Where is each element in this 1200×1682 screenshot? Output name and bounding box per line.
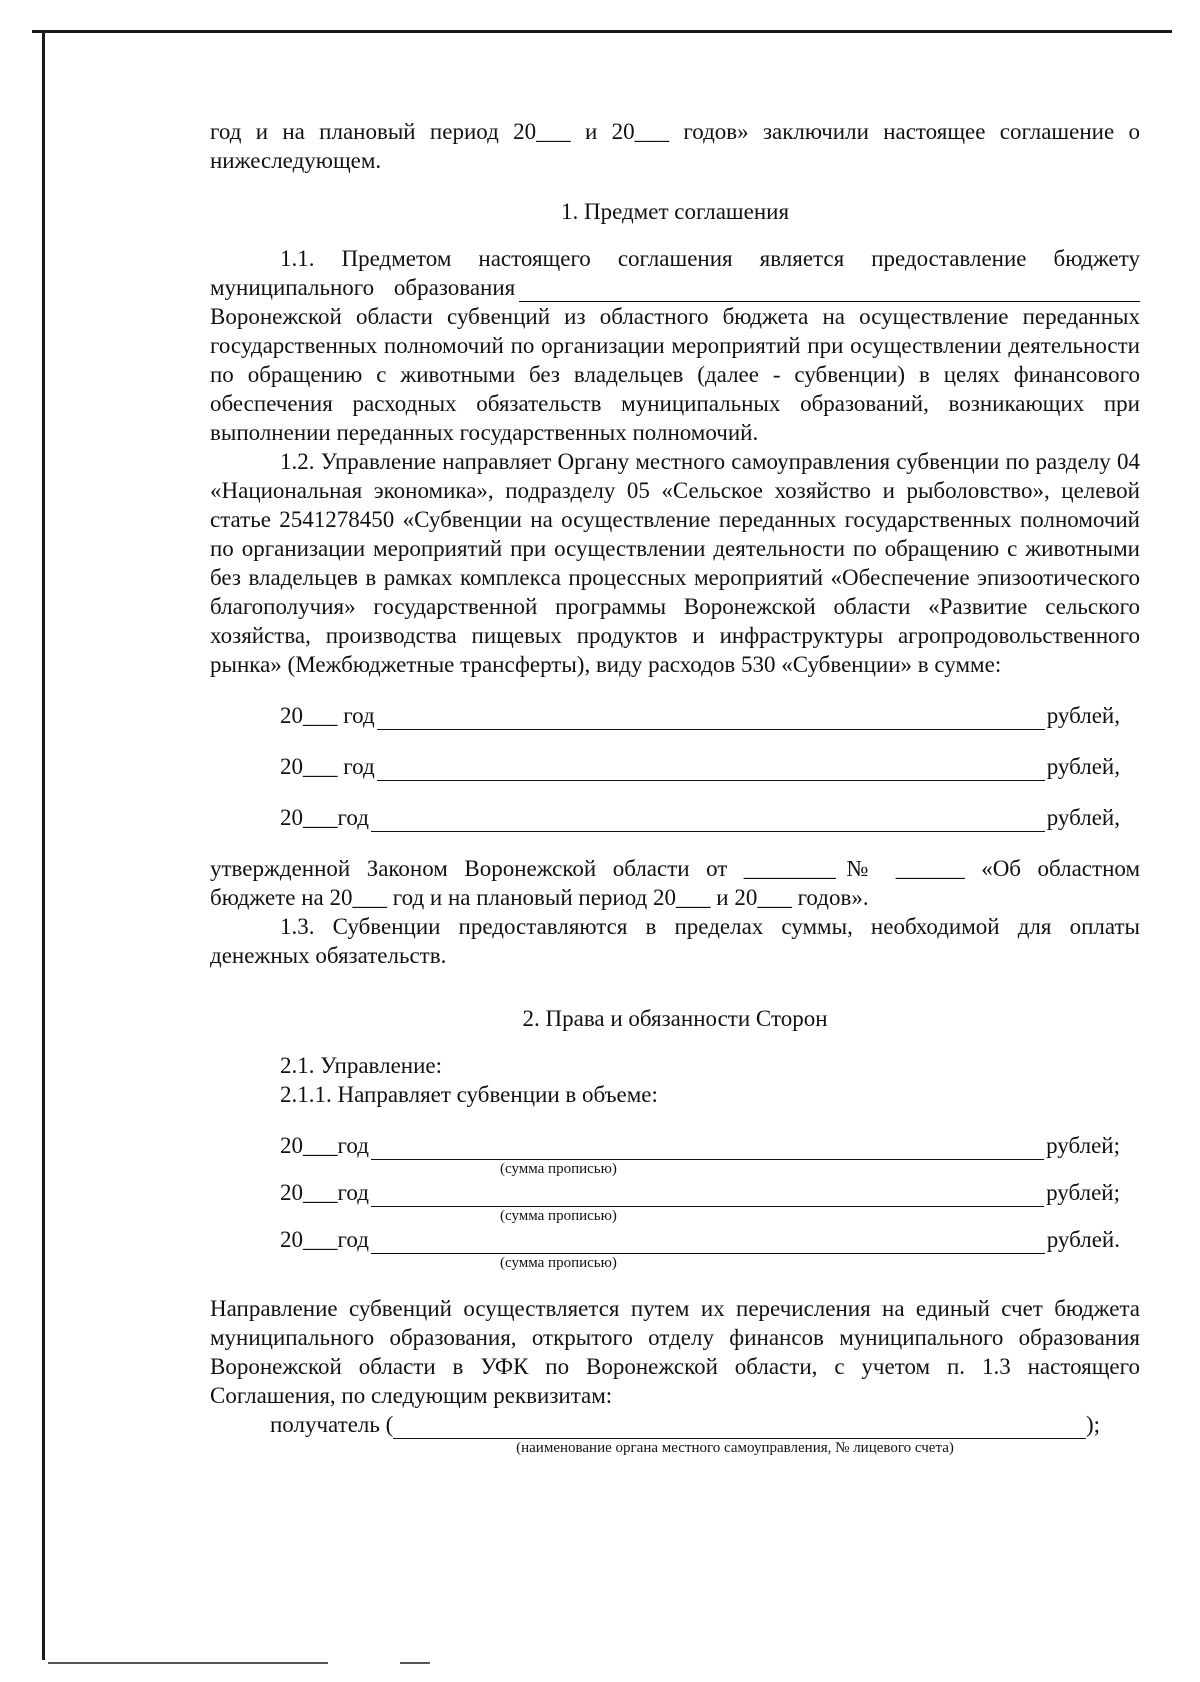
para-2-1: 2.1. Управление: xyxy=(280,1053,442,1078)
volume-amount-blank[interactable] xyxy=(371,1139,1044,1160)
sum-row-2 xyxy=(280,752,1120,781)
recipient-label: получатель ( xyxy=(270,1412,394,1437)
volume-unit: рублей; xyxy=(1046,1133,1120,1158)
sum-year: 20___год xyxy=(280,805,369,830)
volume-year: 20___год xyxy=(280,1180,369,1205)
municipality-label: муниципального образования xyxy=(210,275,516,300)
law-line-2: бюджете на 20___ год и на плановый период 20___ и 20___ годов». xyxy=(210,885,869,910)
volume-unit: рублей. xyxy=(1046,1227,1120,1252)
sum-unit: рублей, xyxy=(1046,805,1120,830)
section-2-title: 2. Права и обязанности Сторон xyxy=(522,1006,828,1031)
volume-row-2 xyxy=(280,1178,1120,1207)
sum-row-3 xyxy=(280,803,1120,832)
volume-unit: рублей; xyxy=(1046,1180,1120,1205)
volume-year: 20___год xyxy=(280,1133,369,1158)
sum-row-1 xyxy=(280,701,1120,730)
recipient-blank[interactable] xyxy=(393,1416,1086,1439)
recipient-row xyxy=(270,1410,1100,1439)
volume-row-1 xyxy=(280,1131,1120,1160)
para-1-2: 1.2. Управление направляет Органу местного самоуправления субвенции по разделу 04 «Национальная экономика», подразделу 05 «Сельское хозяйство и рыболовство», целевой статье 2541278450 «Субвенции на осуществление переданных государственных полномочий по организации мероприятий при осуществлении деятельности по обращению с животными без владельцев в рамках комплекса процессных мероприятий «Обеспечение эпизоотического благополучия» государственной программы Воронежской области «Развитие сельского хозяйства, производства пищевых продуктов и инфраструктуры агропродовольственного рынка» (Межбюджетные трансферты), виду расходов 530 «Субвенции» в сумме: xyxy=(210,449,1140,677)
section-1-title: 1. Предмет соглашения xyxy=(560,199,790,224)
intro-line-2: нижеследующем. xyxy=(210,148,382,173)
volume-year: 20___год xyxy=(280,1227,369,1252)
recipient-caption: (наименование органа местного самоуправления, № лицевого счета) xyxy=(516,1440,954,1456)
para-2-1-1: 2.1.1. Направляет субвенции в объеме: xyxy=(280,1082,658,1107)
document-page xyxy=(210,117,1140,1457)
sum-year: 20___ год xyxy=(280,703,375,728)
volume-caption: (сумма прописью) xyxy=(500,1208,617,1224)
volume-caption: (сумма прописью) xyxy=(500,1255,617,1271)
sum-year: 20___ год xyxy=(280,754,375,779)
scan-border-bottom-fragment xyxy=(400,1662,430,1664)
scan-border-left xyxy=(42,30,45,1660)
law-line-1: утвержденной Законом Воронежской области от ________№ ______ «Об областном xyxy=(210,856,1140,881)
para-1-1-a: 1.1. Предметом настоящего соглашения является предоставление бюджету xyxy=(280,246,1140,271)
volume-row-3 xyxy=(280,1225,1120,1254)
sum-amount-blank[interactable] xyxy=(371,811,1045,832)
volume-amount-blank[interactable] xyxy=(371,1233,1045,1254)
sum-amount-blank[interactable] xyxy=(377,760,1045,781)
para-1-3: 1.3. Субвенции предоставляются в пределах суммы, необходимой для оплаты денежных обязательств. xyxy=(210,914,1140,968)
para-1-1-b xyxy=(210,273,1140,302)
para-1-1-c: Воронежской области субвенций из областного бюджета на осуществление переданных государственных полномочий по организации мероприятий при осуществлении деятельности по обращению с животными без владельцев (далее - субвенции) в целях финансового обеспечения расходных обязательств муниципальных образований, возникающих при выполнении переданных государственных полномочий. xyxy=(210,304,1140,445)
sum-amount-blank[interactable] xyxy=(377,709,1045,730)
scan-border-bottom xyxy=(48,1662,328,1664)
intro-line-1: год и на плановый период 20___ и 20___ годов» заключили настоящее соглашение о xyxy=(210,119,1140,144)
transfer-paragraph: Направление субвенций осуществляется путем их перечисления на единый счет бюджета муниципального образования, открытого отделу финансов муниципального образования Воронежской области в УФК по Воронежской области, с учетом п. 1.3 настоящего Соглашения, по следующим реквизитам: xyxy=(210,1296,1140,1408)
sum-unit: рублей, xyxy=(1046,703,1120,728)
sum-unit: рублей, xyxy=(1046,754,1120,779)
volume-caption: (сумма прописью) xyxy=(500,1161,617,1177)
scan-border-top xyxy=(32,30,1172,33)
volume-amount-blank[interactable] xyxy=(371,1186,1044,1207)
municipality-name-blank[interactable] xyxy=(519,279,1140,302)
recipient-end: ); xyxy=(1085,1412,1100,1437)
